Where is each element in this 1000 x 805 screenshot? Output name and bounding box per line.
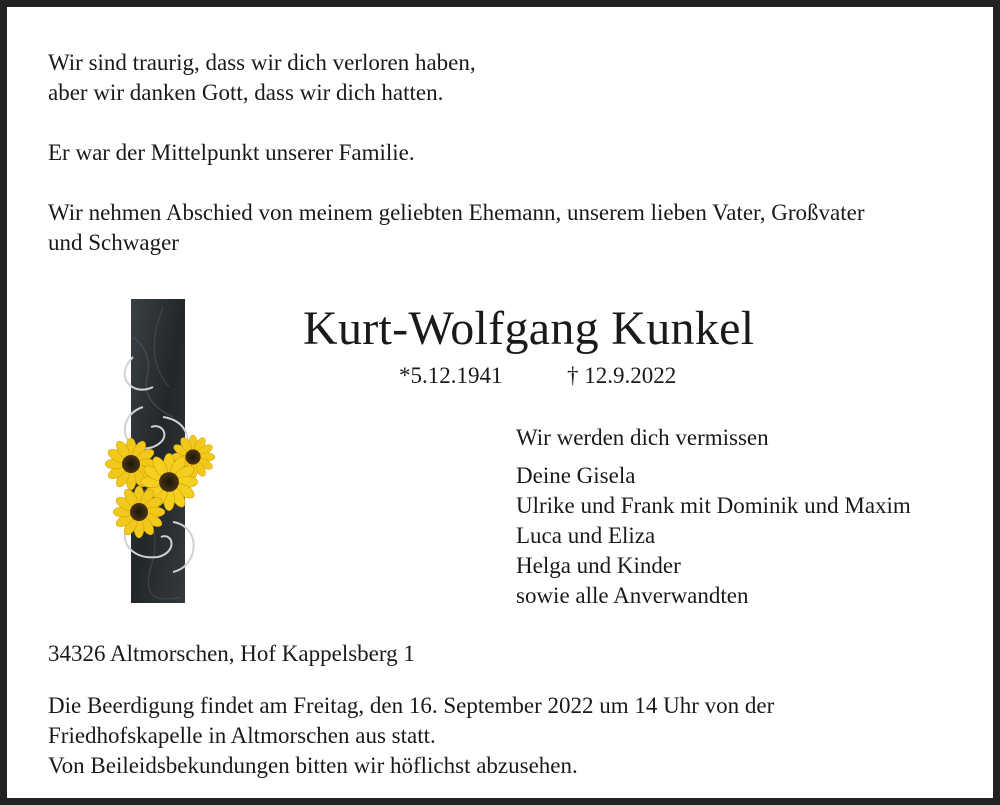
- intro-line: Wir sind traurig, dass wir dich verloren haben,: [48, 50, 476, 75]
- intro-spacer: [48, 108, 865, 138]
- mourners-line: Wir werden dich vermissen: [516, 425, 769, 450]
- intro-text: [48, 48, 865, 258]
- death-date: † 12.9.2022: [567, 363, 677, 388]
- intro-line: und Schwager: [48, 230, 179, 255]
- marble-pillar-with-sunflowers-icon: [103, 297, 223, 607]
- funeral-line: Friedhofskapelle in Altmorschen aus statt.: [48, 723, 436, 748]
- intro-line: Wir nehmen Abschied von meinem geliebten Ehemann, unserem lieben Vater, Großvater: [48, 200, 865, 225]
- funeral-notice: [48, 691, 774, 781]
- mourners-line: Helga und Kinder: [516, 553, 681, 578]
- birth-date: *5.12.1941: [399, 363, 503, 388]
- address: 34326 Altmorschen, Hof Kappelsberg 1: [48, 641, 415, 666]
- intro-line: Er war der Mittelpunkt unserer Familie.: [48, 140, 415, 165]
- mourners-line: Luca und Eliza: [516, 523, 656, 548]
- intro-spacer: [48, 168, 865, 198]
- funeral-line: Von Beileidsbekundungen bitten wir höflichst abzusehen.: [48, 753, 578, 778]
- funeral-line: Die Beerdigung findet am Freitag, den 16. September 2022 um 14 Uhr von der: [48, 693, 775, 718]
- mourners-line: Deine Gisela: [516, 463, 636, 488]
- intro-line: aber wir danken Gott, dass wir dich hatten.: [48, 80, 444, 105]
- mourners-list: [516, 423, 911, 611]
- deceased-name: Kurt-Wolfgang Kunkel: [303, 302, 755, 355]
- mourners-line: sowie alle Anverwandten: [516, 583, 749, 608]
- mourners-line: Ulrike und Frank mit Dominik und Maxim: [516, 493, 911, 518]
